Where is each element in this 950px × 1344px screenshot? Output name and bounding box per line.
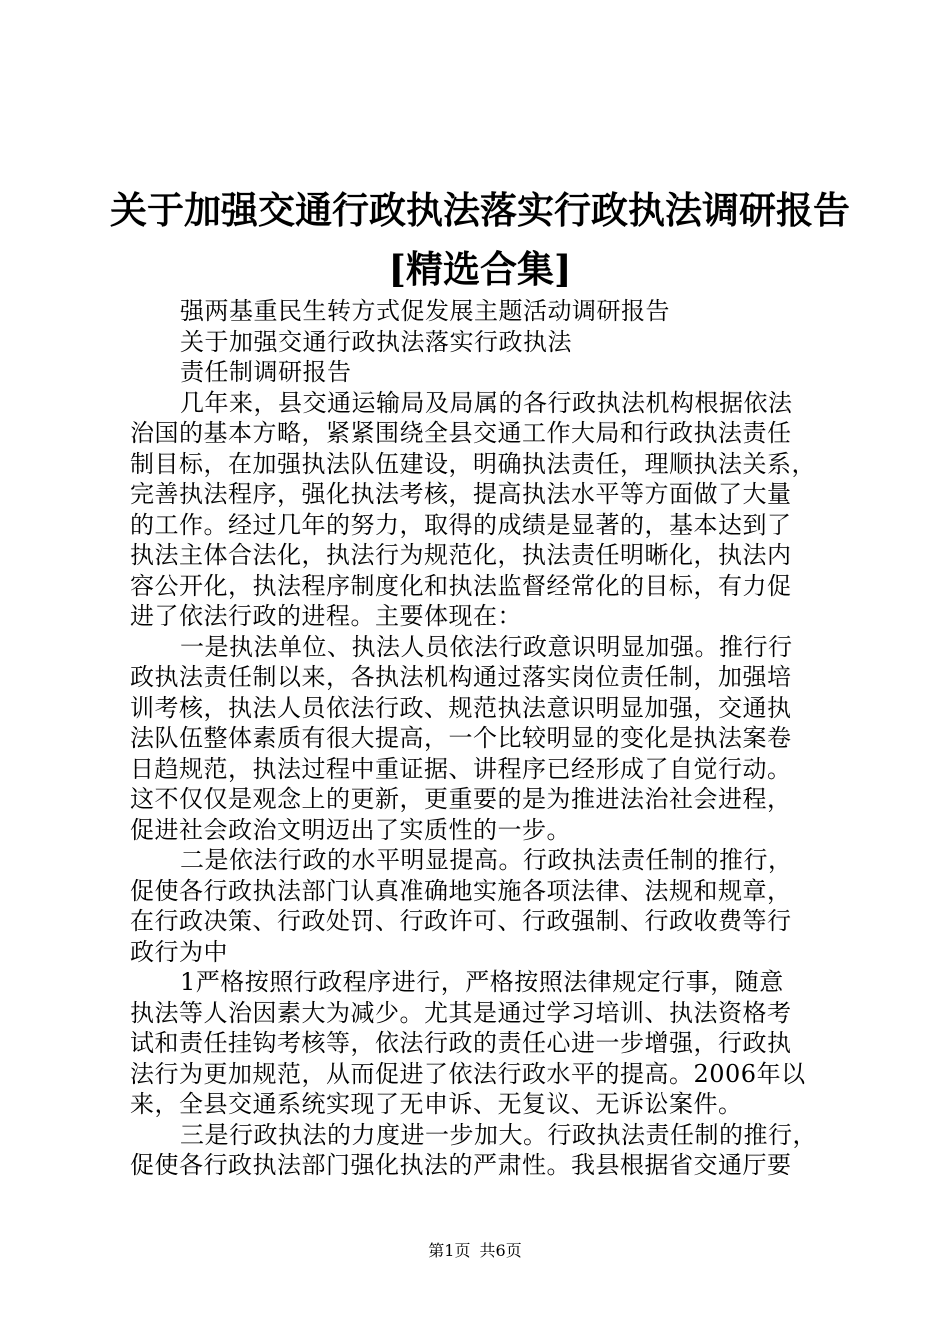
text-line: 治国的基本方略，紧紧围绕全县交通工作大局和行政执法责任 (130, 419, 792, 447)
page-footer (0, 1240, 950, 1262)
page-total: 共6页 (479, 1241, 522, 1260)
text-line: 完善执法程序，强化执法考核，提高执法水平等方面做了大量 (130, 480, 792, 508)
text-line: 法行为更加规范，从而促进了依法行政水平的提高。2006年以 (130, 1059, 806, 1088)
text-line: 几年来，县交通运输局及局属的各行政执法机构根据依法 (180, 388, 793, 417)
text-line: 容公开化，执法程序制度化和执法监督经常化的目标，有力促 (130, 571, 792, 600)
document-title-line-1: 关于加强交通行政执法落实行政执法调研报告 (110, 188, 850, 232)
text-line: 法队伍整体素质有很大提高，一个比较明显的变化是执法案卷 (130, 724, 792, 752)
text-line: 制目标，在加强执法队伍建设，明确执法责任，理顺执法关系， (130, 449, 816, 478)
text-line: 执法等人治因素大为减少。尤其是通过学习培训、执法资格考 (130, 998, 792, 1027)
text-line: 1严格按照行政程序进行，严格按照法律规定行事，随意 (180, 968, 784, 996)
text-line: 促进社会政治文明迈出了实质性的一步。 (130, 815, 571, 844)
text-line: 促使各行政执法部门认真准确地实施各项法律、法规和规章， (130, 876, 792, 905)
text-line: 在行政决策、行政处罚、行政许可、行政强制、行政收费等行 (130, 907, 792, 935)
text-line: 日趋规范，执法过程中重证据、讲程序已经形成了自觉行动。 (130, 754, 792, 783)
text-line: 关于加强交通行政执法落实行政执法 (180, 327, 572, 356)
text-line: 政执法责任制以来，各执法机构通过落实岗位责任制，加强培 (130, 663, 792, 691)
text-line: 试和责任挂钩考核等，依法行政的责任心进一步增强，行政执 (130, 1029, 792, 1057)
document-body (130, 296, 830, 1181)
text-line: 责任制调研报告 (180, 358, 352, 386)
text-line: 这不仅仅是观念上的更新，更重要的是为推进法治社会进程， (130, 785, 792, 813)
text-line: 来，全县交通系统实现了无申诉、无复议、无诉讼案件。 (130, 1090, 743, 1118)
text-line: 政行为中 (130, 937, 228, 966)
text-line: 促使各行政执法部门强化执法的严肃性。我县根据省交通厅要 (130, 1151, 792, 1179)
text-line: 强两基重民生转方式促发展主题活动调研报告 (180, 297, 670, 325)
text-line: 二是依法行政的水平明显提高。行政执法责任制的推行， (180, 846, 793, 874)
text-line: 训考核，执法人员依法行政、规范执法意识明显加强，交通执 (130, 693, 792, 722)
text-line: 执法主体合法化，执法行为规范化，执法责任明晰化，执法内 (130, 541, 792, 569)
text-line: 的工作。经过几年的努力，取得的成绩是显著的，基本达到了 (130, 510, 792, 539)
text-line: 进了依法行政的进程。主要体现在： (130, 602, 522, 630)
text-line: 三是行政执法的力度进一步加大。行政执法责任制的推行， (180, 1120, 817, 1149)
document-title-line-2: [精选合集] (388, 247, 572, 291)
page-number: 第1页 (428, 1241, 471, 1260)
text-line: 一是执法单位、执法人员依法行政意识明显加强。推行行 (180, 632, 793, 661)
